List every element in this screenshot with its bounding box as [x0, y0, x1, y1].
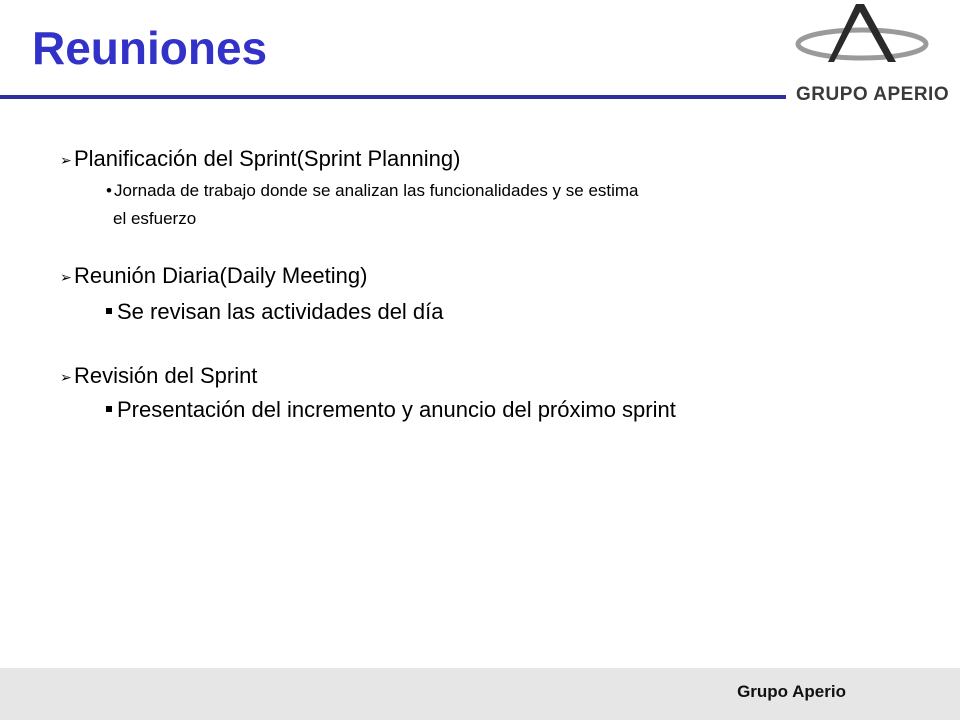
- arrow-bullet-icon: ➢: [60, 369, 72, 386]
- sub-bullet-sprint-planning: [106, 180, 639, 202]
- square-bullet-icon: [106, 308, 112, 314]
- sub-bullet-daily-meeting: [106, 298, 444, 326]
- sub-bullet-text: Presentación del incremento y anuncio del próximo sprint: [117, 397, 676, 422]
- sub-bullet-text: Se revisan las actividades del día: [117, 299, 444, 324]
- square-bullet-icon: [106, 406, 112, 412]
- logo-text: GRUPO APERIO: [796, 84, 950, 105]
- bullet-heading: Planificación del Sprint(Sprint Planning): [74, 146, 461, 171]
- arrow-bullet-icon: ➢: [60, 152, 72, 169]
- bullet-sprint-review: [60, 362, 257, 391]
- dot-bullet-icon: •: [106, 181, 112, 200]
- bullet-sprint-planning: [60, 145, 460, 174]
- bullet-heading: Reunión Diaria(Daily Meeting): [74, 263, 368, 288]
- sub-bullet-text: Jornada de trabajo donde se analizan las funcionalidades y se estima: [114, 181, 639, 200]
- footer-bar: [0, 668, 960, 720]
- sub-bullet-sprint-review: [106, 396, 676, 424]
- bullet-daily-meeting: [60, 262, 367, 291]
- footer-company-name: Grupo Aperio: [737, 682, 846, 701]
- bullet-heading: Revisión del Sprint: [74, 363, 258, 388]
- slide-title: Reuniones: [32, 22, 268, 74]
- arrow-bullet-icon: ➢: [60, 269, 72, 286]
- sub-bullet-continuation: el esfuerzo: [113, 209, 197, 228]
